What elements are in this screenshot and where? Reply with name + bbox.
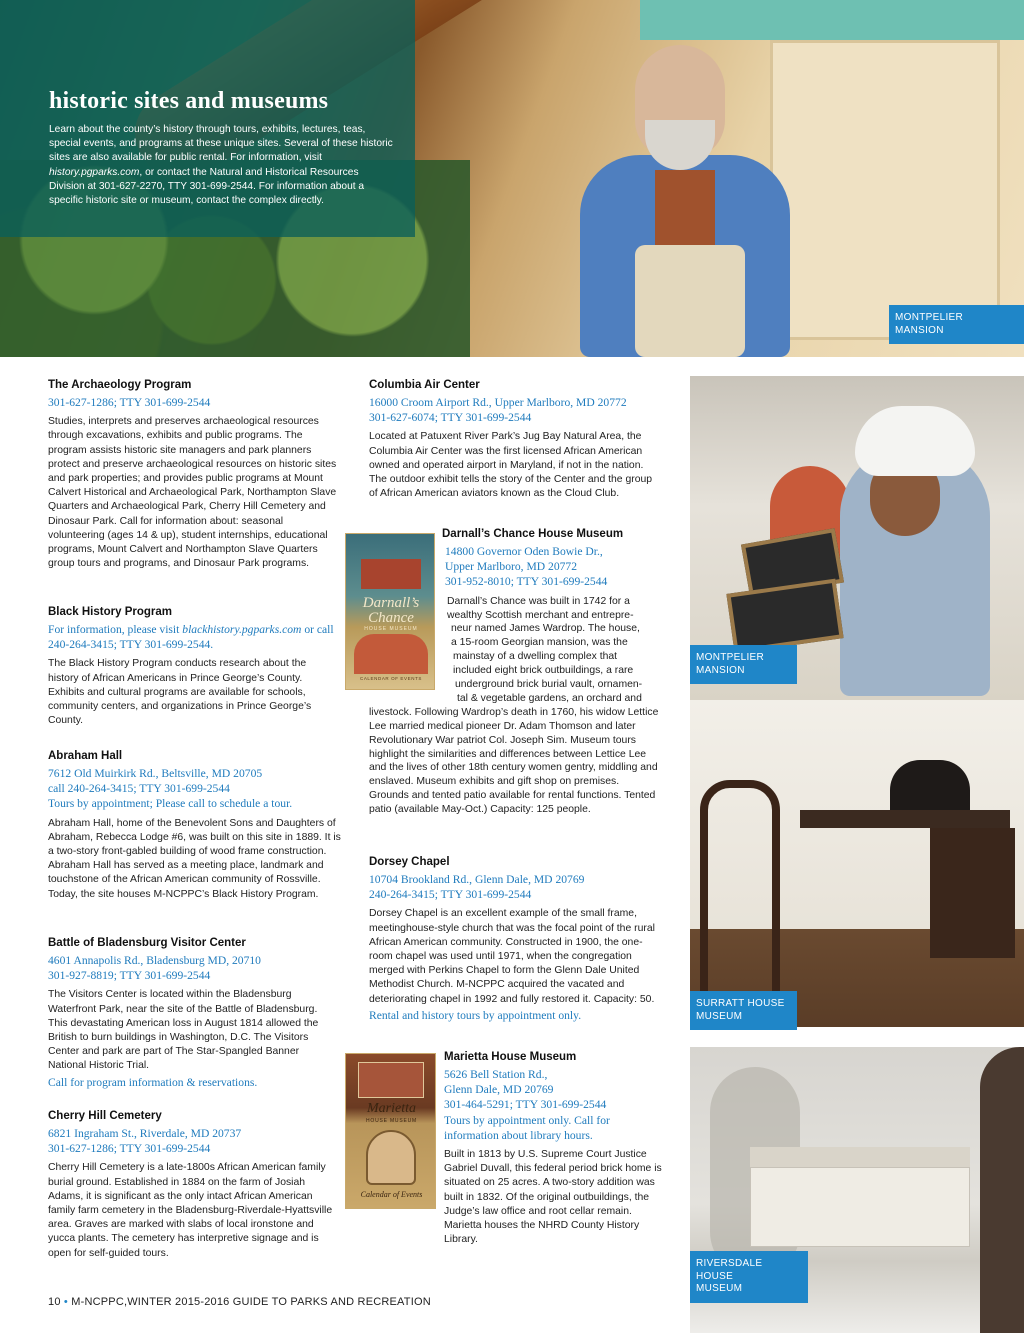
- riversdale-caption: RIVERSDALE HOUSE MUSEUM: [690, 1251, 808, 1303]
- entry-body-wrap: Darnall’s Chance was built in 1742 for a wealthy Scottish merchant and entrepre- neur named James Wardrop. The house, a 15-room Georgian mansion, was the mainstay of a dwelling complex that included eight brick outbuildings, a rare underground brick burial vault, ornamen- tal & vegetable gardens, an orchard and livestock. Following Wardrop’s death in 1760, his widow Lettice Lee married medical pioneer Dr. Adam Thomson and later Revolutionary War patriot Col. Joseph Sim. Museum tours highlight the similarities and differences between Lettice Lee and the lives of other 18th century women gentry, middling and enslaved. Museum exhibits and gift shop on premises. Grounds and tented patio available for rental functions. Tented patio (available May-Oct.) Capacity: 125 people.: [369, 595, 661, 818]
- entry-phone: 301-464-5291; TTY 301-699-2544: [444, 1098, 607, 1112]
- darnall-entry: [369, 527, 661, 817]
- entry-phone: 240-264-3415; TTY 301-699-2544: [369, 888, 532, 902]
- marietta-calendar-thumb: Marietta HOUSE MUSEUM Calendar of Events: [345, 1053, 436, 1209]
- page-title: historic sites and museums: [49, 88, 329, 114]
- entry-address-line1: 5626 Bell Station Rd.,: [444, 1068, 548, 1081]
- entry-body: Located at Patuxent River Park’s Jug Bay Natural Area, the Columbia Air Center was the first licensed African American owned and operated airport in Maryland, if not in the nation. The outdoor exhibit tells the story of the Center and the group of African American aviators known as the Cloud Club.: [369, 431, 653, 500]
- cherry-hill-entry: [48, 1109, 338, 1261]
- entry-body: Dorsey Chapel is an excellent example of the small frame, meetinghouse-style church that was the focal point of the rural African American community. Constructed in 1900, the one-room chapel was used until 1971, when the congregation merged with Perkins Chapel to form the Glenn Dale United Methodist Church. M-NCPPC acquired the vacated and deteriorating chapel in 1992 and fully restored it. Capacity: 50.: [369, 908, 655, 1005]
- entry-phone: 301-927-8819; TTY 301-699-2544: [48, 969, 211, 983]
- entry-address-line1: 14800 Governor Oden Bowie Dr.,: [445, 545, 603, 558]
- entry-title: Darnall’s Chance House Museum: [442, 528, 624, 540]
- entry-rentals: Rental and history tours by appointment only.: [369, 1008, 582, 1022]
- entry-contact: For information, please visit blackhistory.pgparks.com or call 240-264-3415; TTY 301-699-2544.: [48, 623, 334, 652]
- entry-address: 4601 Annapolis Rd., Bladensburg MD, 20710: [48, 954, 261, 967]
- entry-title: Abraham Hall: [48, 750, 123, 762]
- montpelier-caption: MONTPELIER MANSION: [690, 645, 797, 684]
- entry-body: Cherry Hill Cemetery is a late-1800s African American family burial ground. Established in 1884 on the farm of Josiah Adams, it is significant as the only intact African American family farm cemetery in the Bladensburg-Riverdale-Hyattsville area. Graves are marked with slabs of local ironstone and yucca plants. The cemetery has interpretive signage and is open for self-guided tours.: [48, 1162, 333, 1259]
- entry-body: Studies, interprets and preserves archaeological resources through excavations, exhibits and public programs. The program assists historic site managers and park planners protect and preserve archaeological resources on historic sites and park properties; and provides public programs at Mount Calvert Historical and Archaeological Park, Northampton Slave Quarters and Archaeological Park, Cherry Hill Cemetery and Dinosaur Park. Call for information about: seasonal volunteering (ages 14 & up), student internships, educational programs, Mount Calvert and Northampton Slave Quarters group tours and programs, and Dinosaur Park programs.: [48, 416, 337, 570]
- dorsey-chapel-entry: [369, 855, 661, 1023]
- entry-title: Marietta House Museum: [444, 1051, 577, 1063]
- entry-title: Columbia Air Center: [369, 379, 480, 391]
- blackhistory-link[interactable]: blackhistory.pgparks.com: [182, 623, 302, 636]
- history-link[interactable]: history.pgparks.com: [49, 166, 140, 178]
- hero-reenactor: [560, 30, 800, 357]
- bullet-icon: •: [63, 1296, 68, 1308]
- entry-body: livestock. Following Wardrop’s death in 1760, his widow Lettice Lee married medical pioneer Dr. Adam Thomson and later Revolutionary War patriot Col. Joseph Sim. Museum tours highlight the similarities and differences between Lettice Lee and the lives of other 18th century women gentry, middling and enslaved. Museum exhibits and gift shop on premises. Grounds and tented patio available for rental functions. Tented patio (available May-Oct.) Capacity: 125 people.: [369, 706, 659, 816]
- entry-body: Abraham Hall, home of the Benevolent Sons and Daughters of Abraham, Rebecca Lodge #6, was built on this site in 1889. It is a two-story front-gabled building of wood frame construction. Abraham Hall has served as a meeting place, landmark and touchstone of the African American community of Rossville. Today, the site houses M-NCPPC’s Black History Program.: [48, 817, 341, 900]
- surratt-caption: SURRATT HOUSE MUSEUM: [690, 991, 797, 1030]
- archaeology-entry: [48, 378, 338, 571]
- intro-text: Learn about the county’s history through tours, exhibits, lectures, teas, special events, and programs at these unique sites. Several of these historic sites are also available for public rental. For information, visit history.pgparks.com, or contact the Natural and Historical Resources Division at 301-627-2270, TTY 301-699-2544. For information about a specific historic site or museum, contact the complex directly.: [49, 124, 393, 207]
- bladensburg-entry: [48, 936, 338, 1090]
- hero-wall-panel: [770, 40, 1000, 340]
- entry-title: Black History Program: [48, 606, 172, 618]
- entry-address: 6821 Ingraham St., Riverdale, MD 20737: [48, 1127, 242, 1140]
- abraham-hall-entry: [48, 749, 343, 902]
- entry-title: Battle of Bladensburg Visitor Center: [48, 937, 246, 949]
- entry-library: information about library hours.: [444, 1128, 593, 1142]
- darnall-calendar-thumb: Darnall’s Chance HOUSE MUSEUM CALENDAR OF EVENTS: [345, 533, 435, 690]
- columbia-air-entry: [369, 378, 661, 501]
- entry-phone: 301-627-6074; TTY 301-699-2544: [369, 411, 532, 425]
- entry-address: 16000 Croom Airport Rd., Upper Marlboro, MD 20772: [369, 396, 627, 409]
- surratt-photo: [690, 700, 1024, 1027]
- entry-title: The Archaeology Program: [48, 379, 192, 391]
- entry-phone: 301-627-1286; TTY 301-699-2544: [48, 396, 211, 409]
- entry-address: 10704 Brookland Rd., Glenn Dale, MD 20769: [369, 873, 585, 886]
- hero-caption: MONTPELIER MANSION: [889, 305, 1024, 344]
- entry-tours: Tours by appointment only. Call for: [444, 1113, 610, 1127]
- entry-reservations: Call for program information & reservations.: [48, 1075, 258, 1089]
- entry-address: 7612 Old Muirkirk Rd., Beltsville, MD 20705: [48, 767, 263, 780]
- black-history-entry: [48, 605, 338, 728]
- entry-address-line2: Upper Marlboro, MD 20772: [445, 560, 578, 574]
- entry-phone: call 240-264-3415; TTY 301-699-2544: [48, 782, 230, 796]
- entry-title: Dorsey Chapel: [369, 856, 450, 868]
- entry-body: Built in 1813 by U.S. Supreme Court Justice Gabriel Duvall, this federal period brick home is situated on 25 acres. A two-story addition was built in 1832. Of the original outbuildings, the Judge’s law office and root cellar remain. Marietta houses the NHRD County History Library.: [444, 1149, 662, 1246]
- entry-title: Cherry Hill Cemetery: [48, 1110, 162, 1122]
- entry-phone: 301-627-1286; TTY 301-699-2544: [48, 1142, 211, 1156]
- entry-address-line2: Glenn Dale, MD 20769: [444, 1083, 554, 1097]
- page-footer: [48, 1296, 431, 1308]
- entry-phone: 301-952-8010; TTY 301-699-2544: [445, 575, 608, 589]
- entry-body: The Visitors Center is located within the Bladensburg Waterfront Park, near the site of the Battle of Bladensburg. This devastating American loss in August 1814 allowed the British to burn buildings in Washington, D.C. The Visitors Center and park are part of The Star-Spangled Banner National Historic Trial.: [48, 989, 319, 1072]
- entry-tours: Tours by appointment; Please call to schedule a tour.: [48, 797, 293, 811]
- entry-body: The Black History Program conducts research about the history of African Americans in Prince George’s County. Exhibits and cultural programs are available for schools, community centers, and organizations in Prince George’s County.: [48, 658, 312, 727]
- page-number: 10: [48, 1296, 61, 1308]
- footer-text: M-NCPPC,WINTER 2015-2016 GUIDE TO PARKS AND RECREATION: [71, 1296, 431, 1308]
- hero-photo: [0, 0, 1024, 357]
- marietta-entry: [444, 1050, 664, 1247]
